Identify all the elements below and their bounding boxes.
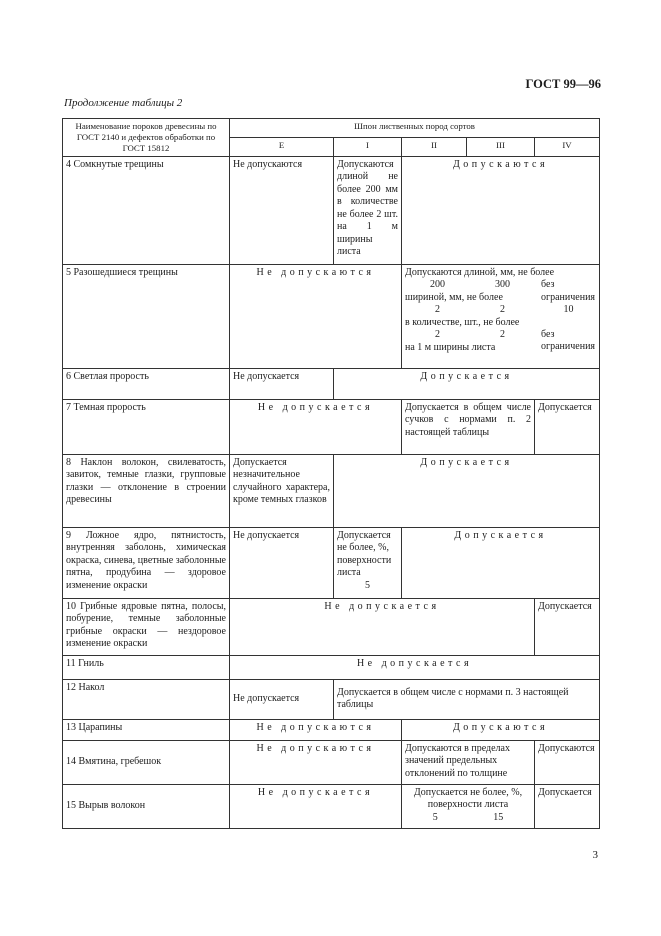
cell-ii-iv: Допускается <box>402 527 600 598</box>
grade-e: Е <box>230 137 334 156</box>
cell-iv: Допускается <box>535 399 600 454</box>
iv-unlimited-b: без ограничения <box>541 328 596 353</box>
iv-unlimited-a: без ограничения <box>541 279 596 303</box>
width-iv: 10 <box>563 304 574 316</box>
width-iii: 2 <box>500 304 505 316</box>
grade-iv: IV <box>535 137 600 156</box>
defect-name: 11 Гниль <box>63 655 230 679</box>
cell-i <box>334 527 402 598</box>
cell-all: Не допускается <box>230 655 600 679</box>
defect-name: 6 Светлая прорость <box>63 368 230 399</box>
defect-name: 7 Темная прорость <box>63 399 230 454</box>
defects-table <box>62 118 600 829</box>
table-row <box>63 527 600 598</box>
defect-name: 14 Вмятина, гребешок <box>63 740 230 784</box>
defect-name: 4 Сомкнутые трещины <box>63 156 230 264</box>
width-caption: шириной, мм, не более <box>405 291 503 303</box>
cell-ii-iv: Допускаются <box>402 719 600 740</box>
table-row <box>63 784 600 828</box>
cell-i-value: 5 <box>365 579 370 591</box>
cell-e-i: Не допускается <box>230 784 402 828</box>
table-row <box>63 156 600 264</box>
defect-name: 12 Накол <box>63 679 230 719</box>
grade-iii: III <box>467 137 535 156</box>
table-row <box>63 679 600 719</box>
width-ii: 2 <box>435 304 440 316</box>
table-row <box>63 399 600 454</box>
table-row <box>63 655 600 679</box>
table-row <box>63 264 600 368</box>
table-row <box>63 368 600 399</box>
cell-e-i: Не допускаются <box>230 719 402 740</box>
table-row <box>63 454 600 527</box>
grade-i: I <box>334 137 402 156</box>
cell-i: Допускаются длиной не более 200 мм в количестве не более 2 шт. на 1 м ширины листа <box>334 156 402 264</box>
value-iii: 15 <box>493 811 504 823</box>
count-caption: в количестве, шт., не более <box>405 316 520 328</box>
cell-e: Не допускается <box>230 527 334 598</box>
defect-name: 13 Царапины <box>63 719 230 740</box>
grade-ii: II <box>402 137 467 156</box>
cell-ii-iii: Допускается в общем числе сучков с нормами п. 2 настоящей таблицы <box>402 399 535 454</box>
cell-e: Не допускается <box>230 679 334 719</box>
table-row <box>63 740 600 784</box>
cell-ii-iv <box>402 264 600 368</box>
length-ii: 200 <box>430 279 445 291</box>
defect-name: 9 Ложное ядро, пятнистость, внутренняя заболонь, химическая окраска, синева, цветные заболонные пятна, продубина — здоровое изменение окраски <box>63 527 230 598</box>
cell-e-i: Не допускается <box>230 399 402 454</box>
cell-iv: Допускается <box>535 598 600 655</box>
cell-i-text: Допускается не более, %, поверхности листа <box>337 529 392 579</box>
cell-e-iii: Не допускается <box>230 598 535 655</box>
cell-e-i: Не допускаются <box>230 740 402 784</box>
cell-iv: Допускается <box>535 784 600 828</box>
cell-i-iv: Допускается в общем числе с нормами п. 3 настоящей таблицы <box>334 679 600 719</box>
table-continuation-caption: Продолжение таблицы 2 <box>64 97 183 109</box>
defect-name: 5 Разошедшиеся трещины <box>63 264 230 368</box>
cell-e: Не допускаются <box>230 156 334 264</box>
cell-e-i: Не допускаются <box>230 264 402 368</box>
page-number: 3 <box>592 849 598 861</box>
per-width-caption: на 1 м ширины листа <box>405 341 496 353</box>
defect-name: 15 Вырыв волокон <box>63 784 230 828</box>
cell-ii-iii <box>402 784 535 828</box>
cell-i-iv: Допускается <box>334 454 600 527</box>
cell-iv: Допускаются <box>535 740 600 784</box>
defect-name: 10 Грибные ядровые пятна, полосы, побурение, темные заболонные грибные окраски — нездоровое изменение окраски <box>63 598 230 655</box>
cell-ii-iii-text: Допускается не более, %, поверхности листа <box>413 786 523 811</box>
header-veneer-grades: Шпон лиственных пород сортов <box>230 119 600 138</box>
table-row <box>63 598 600 655</box>
header-defect-name: Наименование пороков древесины по ГОСТ 2140 и дефектов обработки по ГОСТ 15812 <box>63 119 230 157</box>
defect-name: 8 Наклон волокон, свилеватость, завиток, темные глазки, групповые глазки — отклонение в строении древесины <box>63 454 230 527</box>
count-ii: 2 <box>435 329 440 341</box>
count-iii: 2 <box>500 329 505 341</box>
table-row <box>63 719 600 740</box>
cell-ii-iii: Допускаются в пределах значений предельных отклонений по толщине <box>402 740 535 784</box>
cell-ii-iv: Допускаются <box>402 156 600 264</box>
document-id: ГОСТ 99—96 <box>525 77 601 91</box>
cracks-length-caption: Допускаются длиной, мм, не более <box>405 266 555 278</box>
length-iii: 300 <box>495 279 510 291</box>
value-ii: 5 <box>432 811 438 823</box>
table-header-row <box>63 119 600 138</box>
cell-i-iv: Допускается <box>334 368 600 399</box>
cell-e: Допускается незначительное случайного характера, кроме темных глазков <box>230 454 334 527</box>
cell-e: Не допускается <box>230 368 334 399</box>
